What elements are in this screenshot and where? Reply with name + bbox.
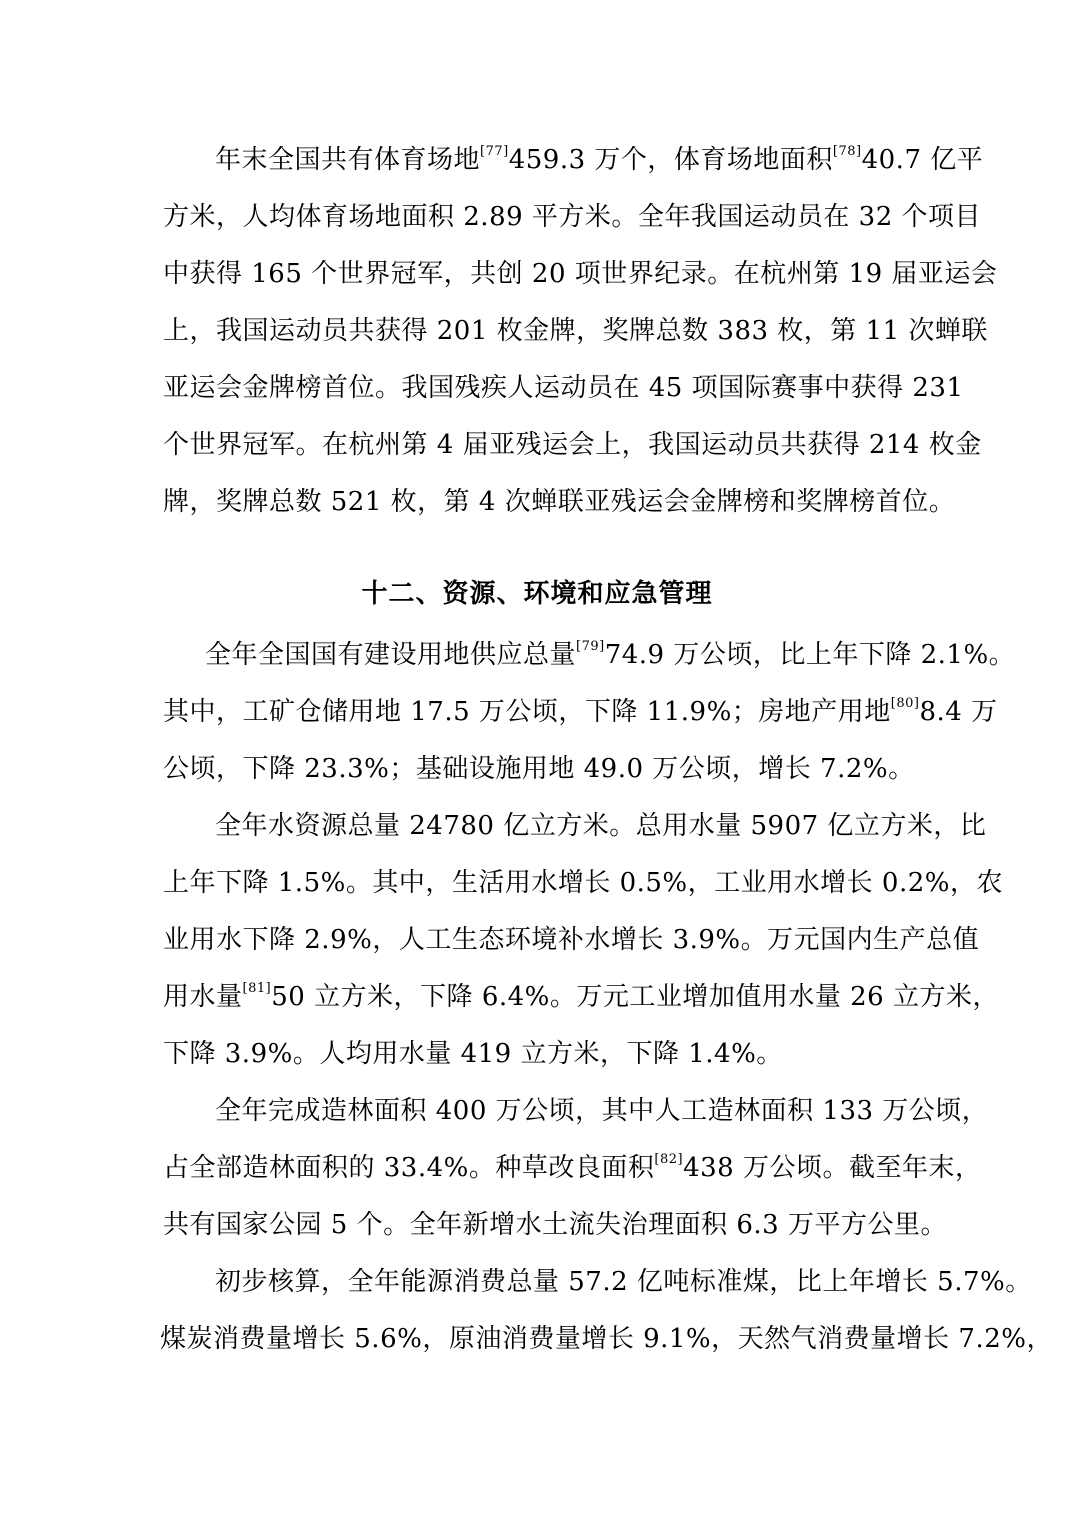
paragraph-line [215,143,984,177]
text-run: 牌，奖牌总数 521 枚，第 4 次蝉联亚残运会金牌榜和奖牌榜首位。 [163,487,956,517]
text-run: 全年完成造林面积 400 万公顷，其中人工造林面积 133 万公顷， [215,1096,989,1126]
paragraph-line [163,257,998,291]
text-run: 中获得 165 个世界冠军，共创 20 项世界纪录。在杭州第 19 届亚运会 [163,259,998,289]
paragraph-line [160,1322,1053,1356]
text-run: 74.9 万公顷，比上年下降 2.1%。 [604,640,1016,670]
paragraph-line [163,752,923,786]
text-run: 煤炭消费量增长 5.6%，原油消费量增长 9.1%，天然气消费量增长 7.2%， [160,1324,1053,1354]
text-run: 50 立方米，下降 6.4%。万元工业增加值用水量 26 立方米， [271,982,999,1012]
text-run: 全年水资源总量 24780 亿立方米。总用水量 5907 亿立方米，比 [215,811,987,841]
text-run: 业用水下降 2.9%，人工生态环境补水增长 3.9%。万元国内生产总值 [163,925,980,955]
paragraph-line [163,980,999,1014]
text-run: 上年下降 1.5%。其中，生活用水增长 0.5%，工业用水增长 0.2%，农 [163,868,1003,898]
text-run: 438 万公顷。截至年末， [683,1153,982,1183]
text-run: 40.7 亿平 [861,145,984,175]
text-run: 初步核算，全年能源消费总量 57.2 亿吨标准煤，比上年增长 5.7%。 [215,1267,1032,1297]
text-run: 8.4 万 [919,697,998,727]
section-heading: 十二、资源、环境和应急管理 [361,579,713,609]
paragraph-line [163,1037,923,1071]
paragraph-line [163,428,982,462]
text-run: 全年全国国有建设用地供应总量 [205,640,577,670]
paragraph-line [215,809,987,843]
footnote-ref: [80] [890,696,920,711]
text-run: 上，我国运动员共获得 201 枚金牌，奖牌总数 383 枚，第 11 次蝉联 [163,316,988,346]
text-run: 亚运会金牌榜首位。我国残疾人运动员在 45 项国际赛事中获得 231 [163,373,964,403]
text-run: 用水量 [163,982,243,1012]
paragraph-line [163,371,964,405]
text-run: 459.3 万个，体育场地面积 [508,145,833,175]
text-run: 其中，工矿仓储用地 17.5 万公顷，下降 11.9%；房地产用地 [163,697,891,727]
paragraph-line [163,866,1003,900]
footnote-ref: [81] [242,981,272,996]
paragraph-line [163,200,982,234]
paragraph-line [163,1151,982,1185]
paragraph-line [163,695,998,729]
paragraph-line [163,923,980,957]
text-run: 方米，人均体育场地面积 2.89 平方米。全年我国运动员在 32 个项目 [163,202,982,232]
footnote-ref: [82] [654,1152,684,1167]
text-run: 占全部造林面积的 33.4%。种草改良面积 [163,1153,655,1183]
text-run: 下降 3.9%。人均用水量 419 立方米，下降 1.4%。 [163,1039,783,1069]
text-run: 公顷，下降 23.3%；基础设施用地 49.0 万公顷，增长 7.2%。 [163,754,915,784]
footnote-ref: [79] [576,639,605,654]
paragraph-line [163,485,956,519]
footnote-ref: [77] [480,144,509,159]
footnote-ref: [78] [832,144,862,159]
text-run: 个世界冠军。在杭州第 4 届亚残运会上，我国运动员共获得 214 枚金 [163,430,982,460]
paragraph-line [205,638,1016,672]
paragraph-line [215,1265,1032,1299]
paragraph-line [163,314,988,348]
paragraph-line [215,1094,989,1128]
paragraph-line [163,1208,947,1242]
text-run: 共有国家公园 5 个。全年新增水土流失治理面积 6.3 万平方公里。 [163,1210,947,1240]
text-run: 年末全国共有体育场地 [215,145,481,175]
